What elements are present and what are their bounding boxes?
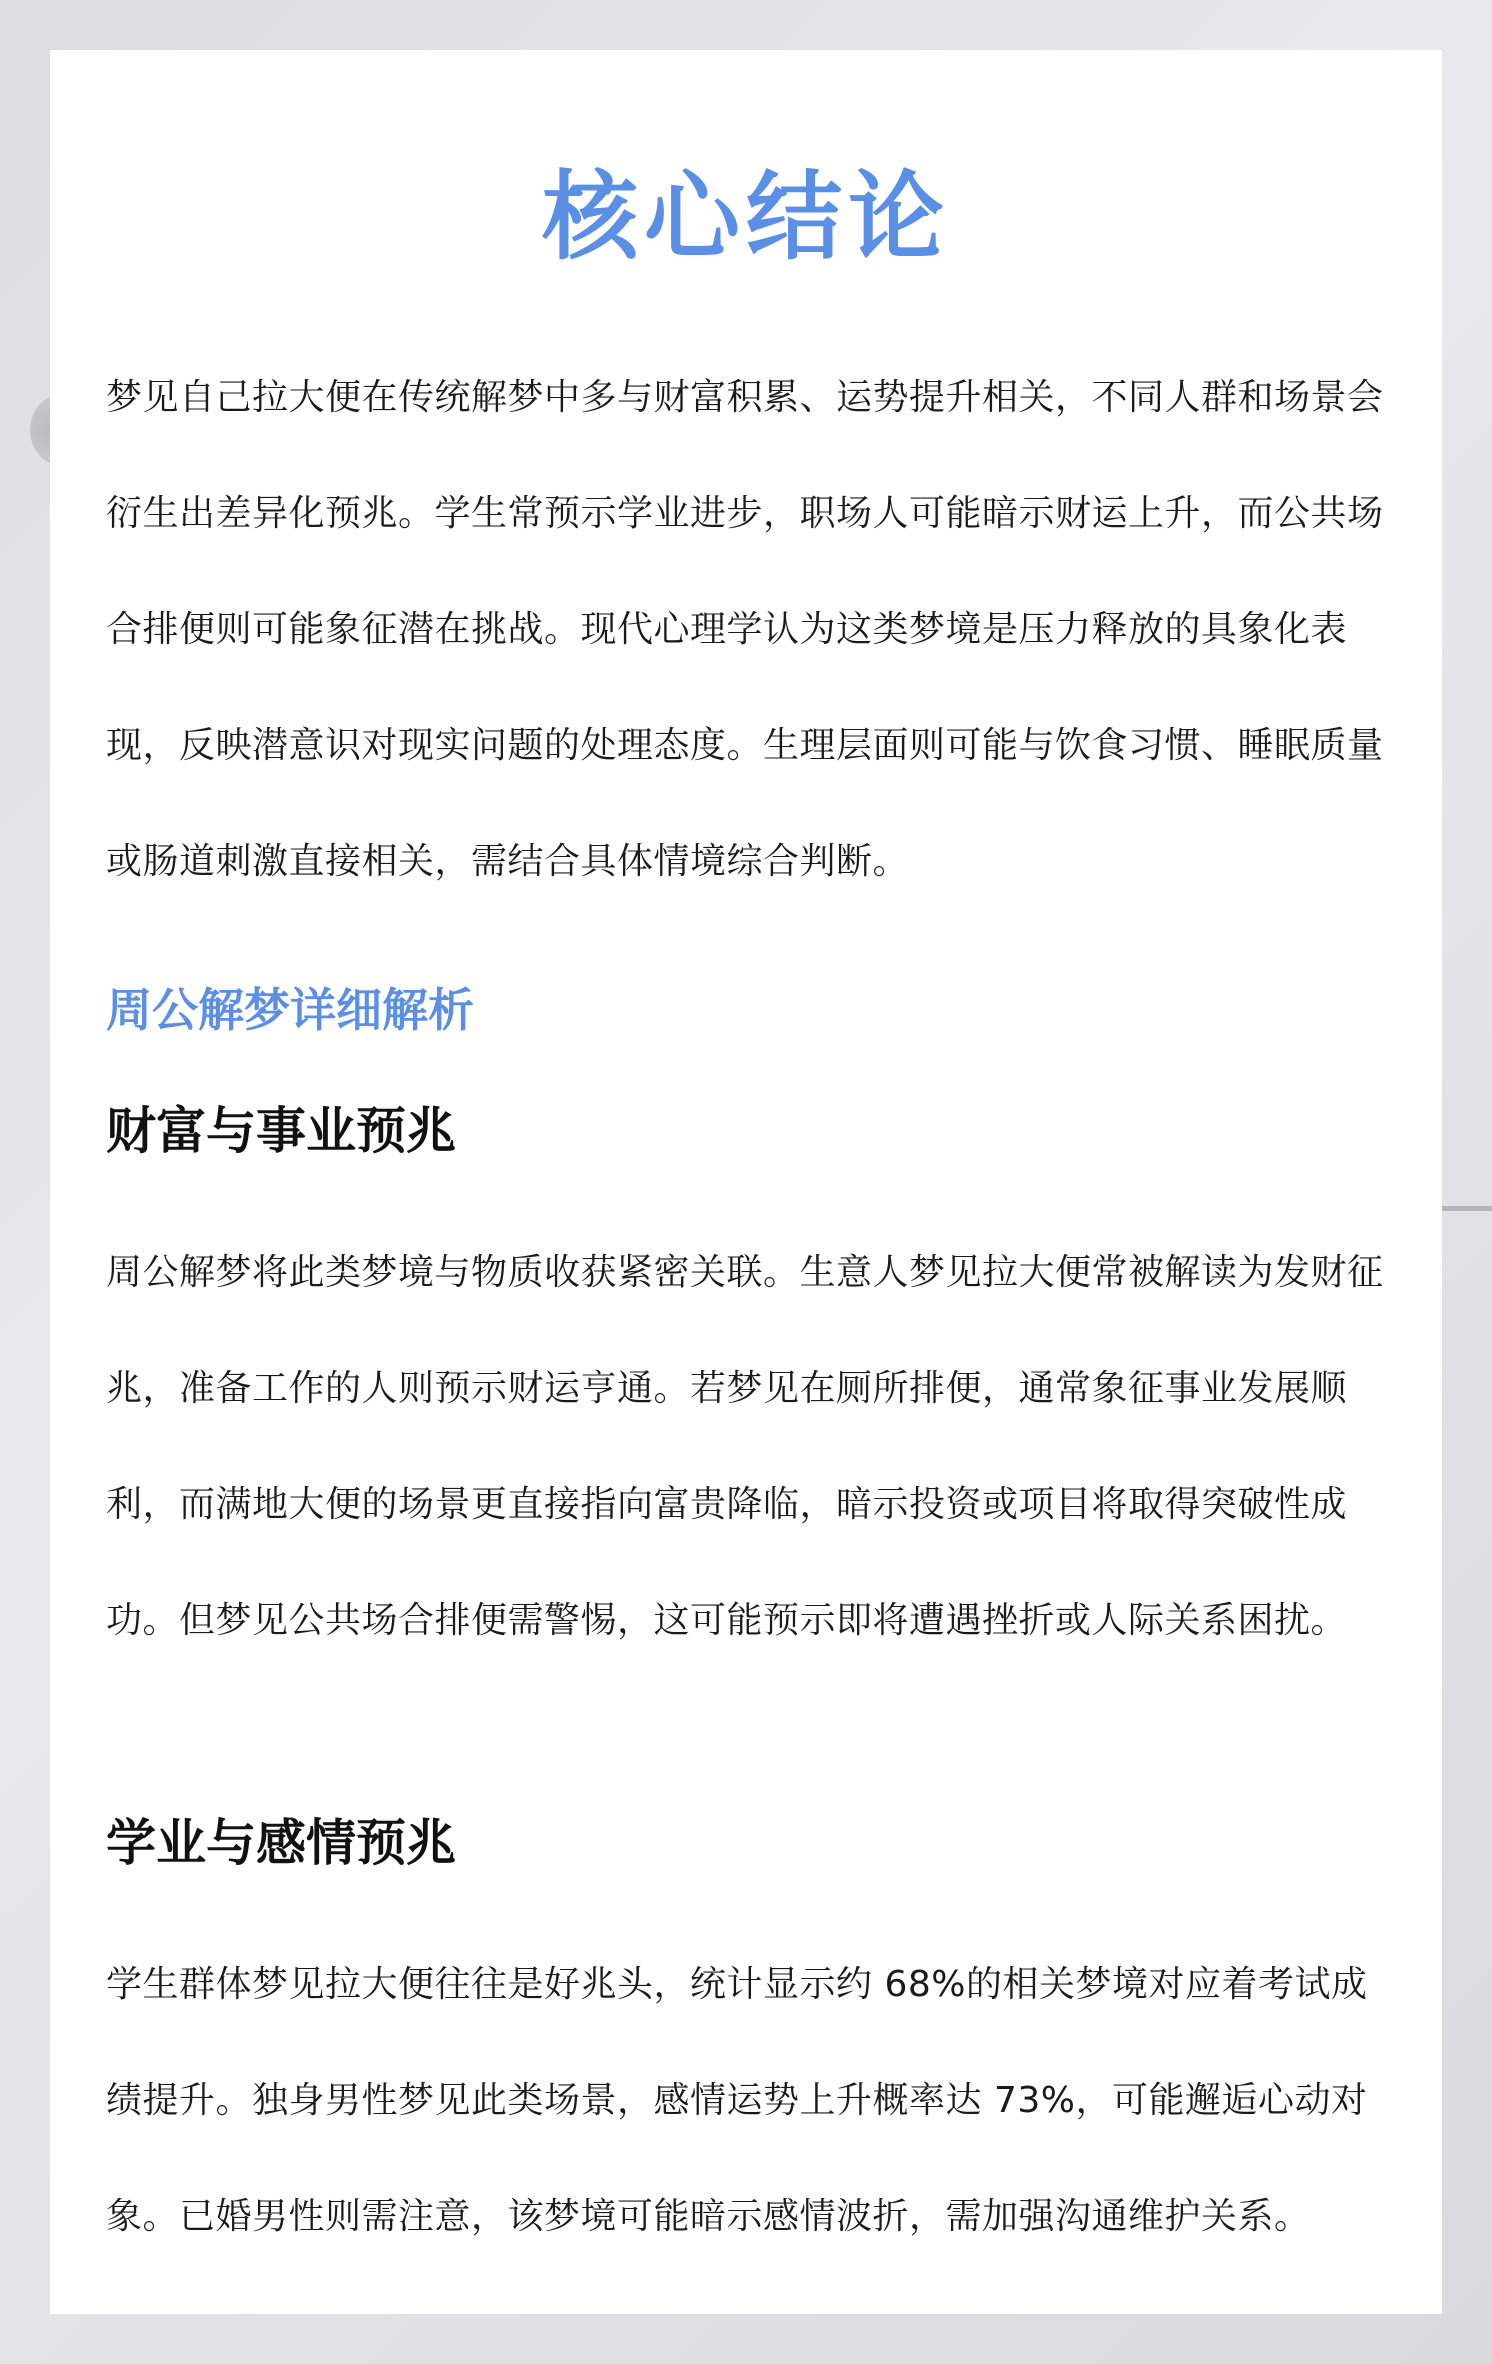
subsection-body-study: 学生群体梦见拉大便往往是好兆头，统计显示约 68%的相关梦境对应着考试成绩提升。独身男性梦见此类场景，感情运势上升概率达 73%，可能邂逅心动对象。已婚男性则需注意，该梦境可能暗示感情波折，需加强沟通维护关系。 [106,1964,1368,2237]
background-line [1440,1206,1492,1211]
subsection-title-study: 学业与感情预兆 [106,1814,456,1872]
summary-paragraph: 梦见自己拉大便在传统解梦中多与财富积累、运势提升相关，不同人群和场景会衍生出差异化预兆。学生常预示学业进步，职场人可能暗示财运上升，而公共场合排便则可能象征潜在挑战。现代心理学认为这类梦境是压力释放的具象化表现，反映潜意识对现实问题的处理态度。生理层面则可能与饮食习惯、睡眠质量或肠道刺激直接相关，需结合具体情境综合判断。 [106,377,1384,882]
section-title: 周公解梦详细解析 [106,983,474,1037]
page-title: 核心结论 [542,161,950,273]
subsection-title-wealth: 财富与事业预兆 [106,1102,456,1160]
subsection-body-wealth: 周公解梦将此类梦境与物质收获紧密关联。生意人梦见拉大便常被解读为发财征兆，准备工作的人则预示财运亨通。若梦见在厕所排便，通常象征事业发展顺利，而满地大便的场景更直接指向富贵降临，暗示投资或项目将取得突破性成功。但梦见公共场合排便需警惕，这可能预示即将遭遇挫折或人际关系困扰。 [106,1252,1384,1641]
article-card [50,50,1442,2314]
